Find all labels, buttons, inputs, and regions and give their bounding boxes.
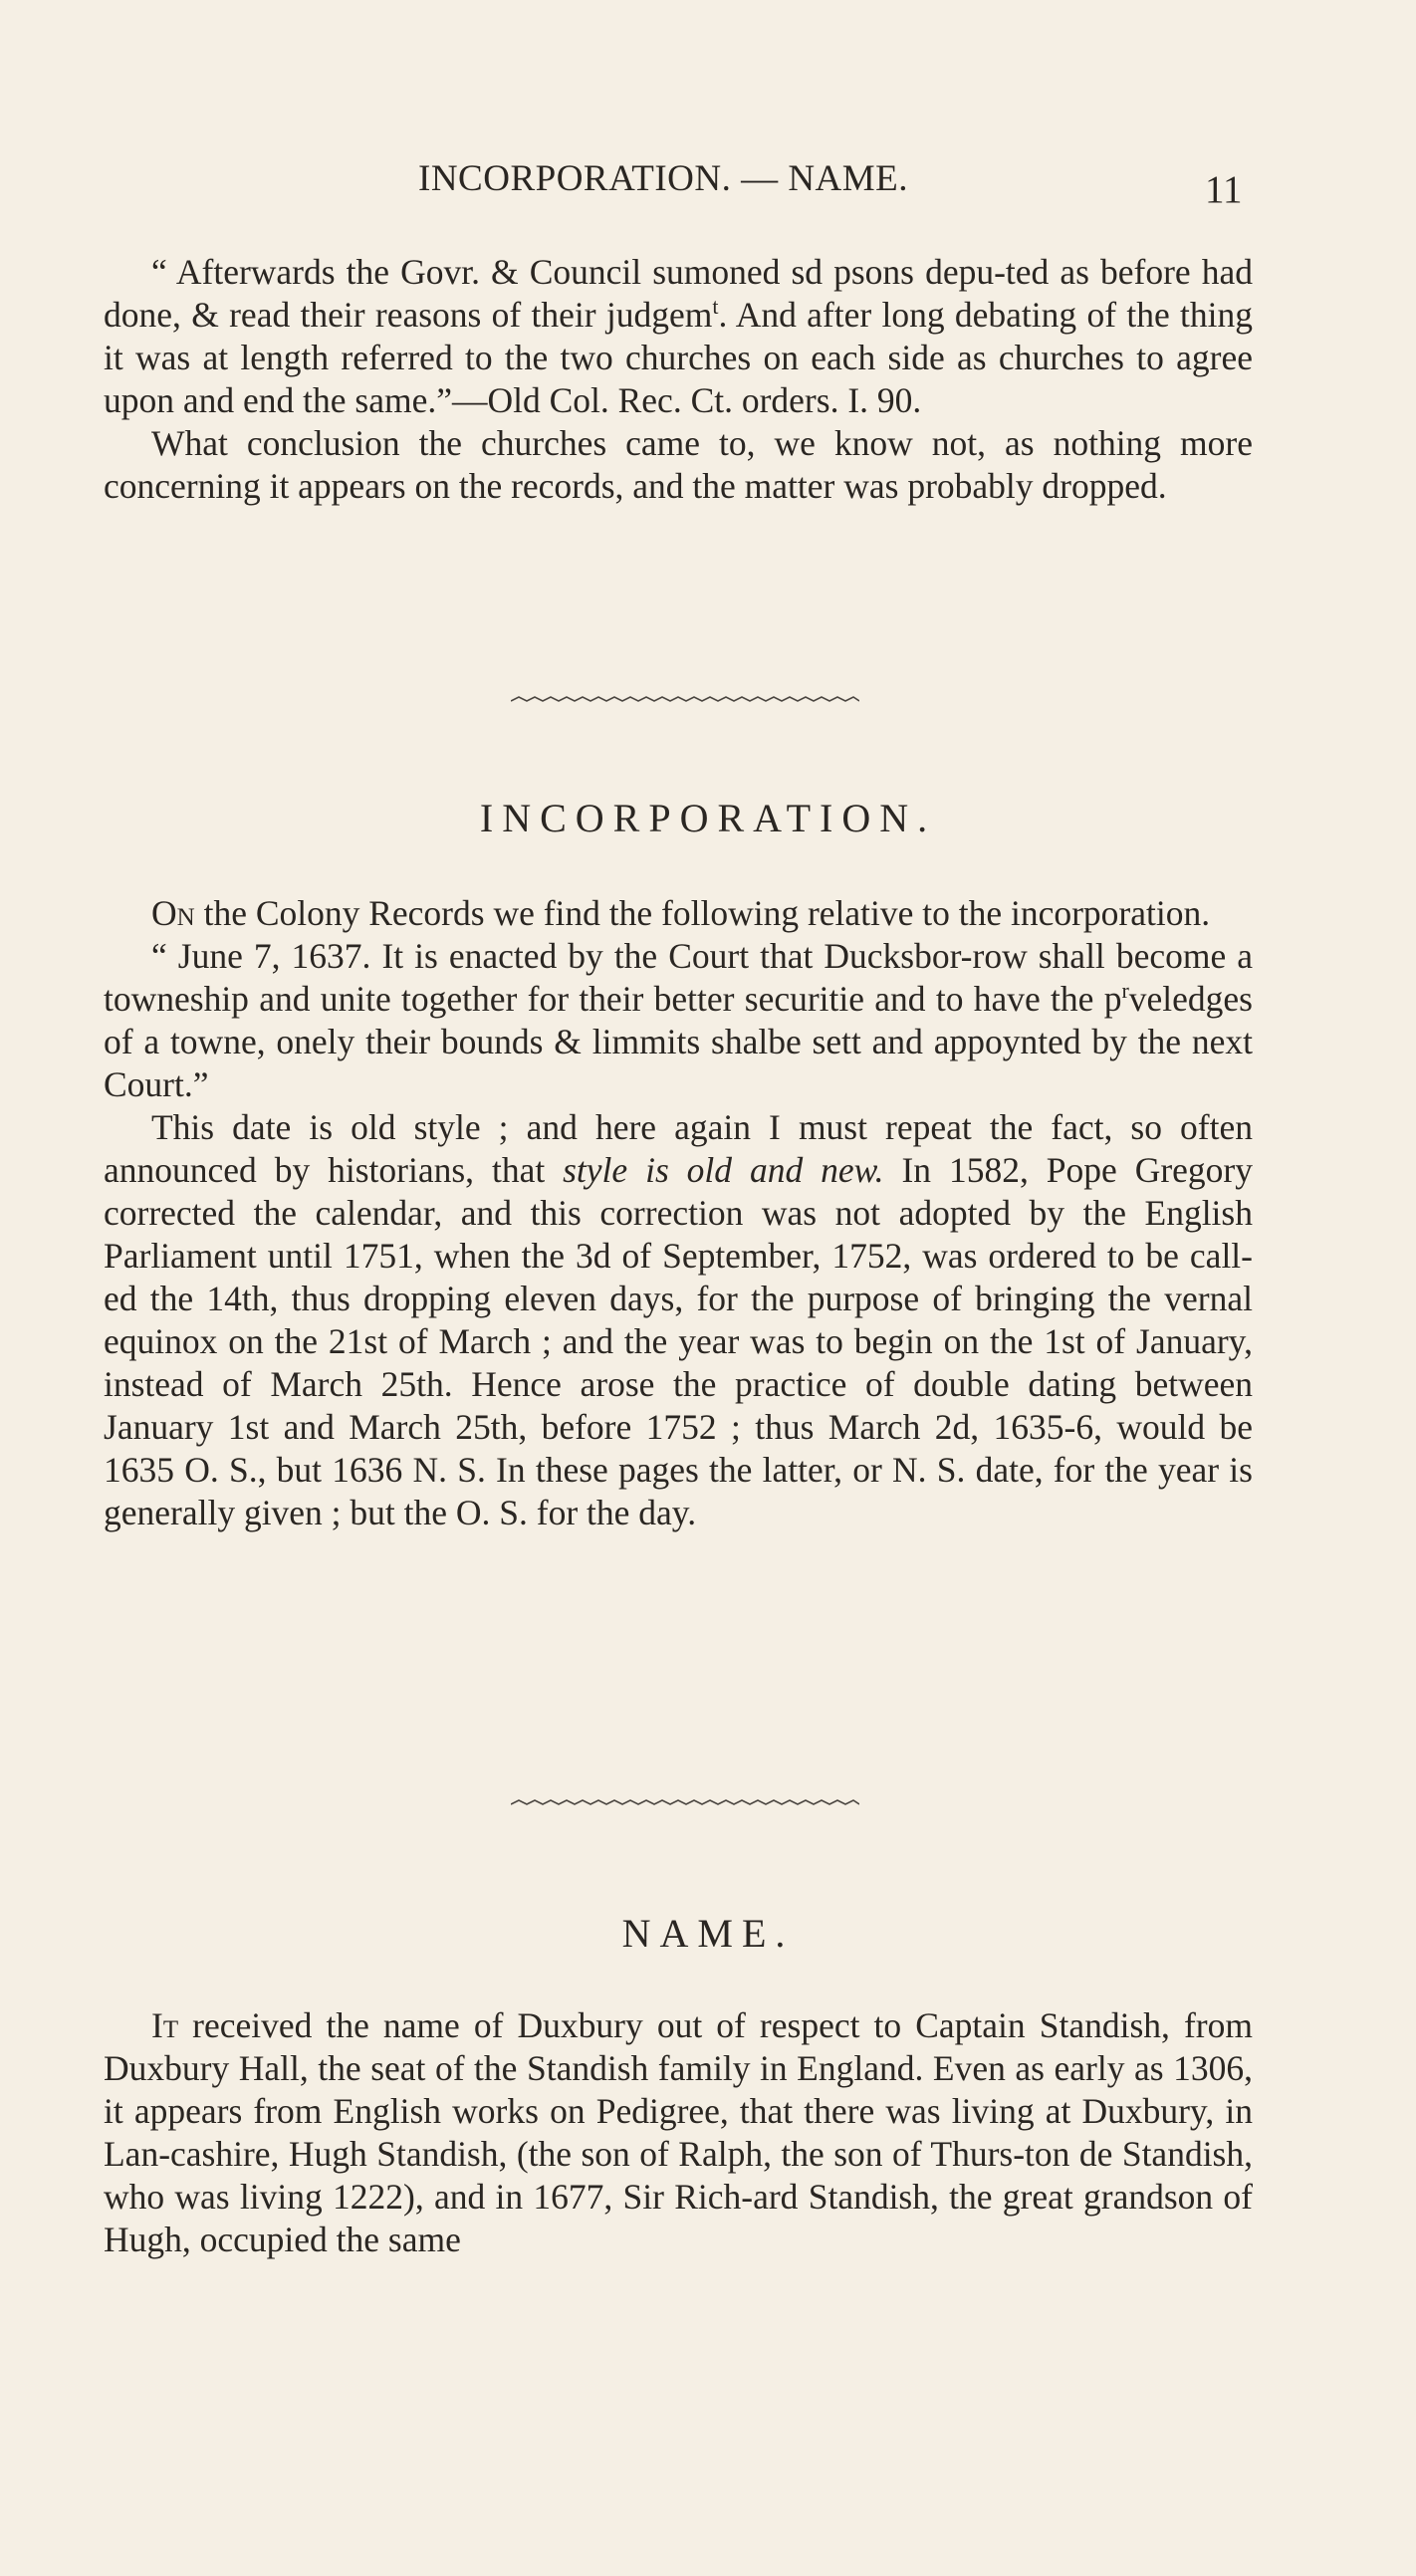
page-header bbox=[0, 157, 1416, 217]
section-divider-1 bbox=[511, 693, 859, 707]
running-head: INCORPORATION. — NAME. bbox=[418, 158, 909, 199]
page-number: 11 bbox=[1205, 168, 1243, 211]
incorporation-lead-word: On bbox=[151, 893, 195, 933]
name-text bbox=[104, 2004, 1253, 2261]
intro-quote-part-b: . And after long debating of the thing it was at length referred to the two churches on each side as churches to agree upon and end the same.”—Old Col. Rec. Ct. orders. I. 90. bbox=[104, 295, 1253, 420]
old-style-paragraph bbox=[104, 1106, 1253, 1534]
intro-quote-paragraph bbox=[104, 251, 1253, 422]
incorporation-quote-part-b: veledges of a towne, onely their bounds & limmits shalbe sett and appoynted by the next Court.” bbox=[104, 979, 1253, 1104]
intro-conclusion-paragraph: What conclusion the churches came to, we know not, as nothing more concerning it appears on the records, and the matter was probably dropped. bbox=[104, 423, 1253, 506]
incorporation-intro-rest: the Colony Records we find the following relative to the incorporation. bbox=[194, 893, 1211, 933]
name-lead-word: It bbox=[151, 2005, 179, 2045]
incorporation-intro-paragraph bbox=[104, 892, 1253, 935]
old-style-italic: style is old and new. bbox=[563, 1150, 884, 1190]
name-paragraph-rest: received the name of Duxbury out of respect to Captain Standish, from Duxbury Hall, the seat of the Standish family in England. Even as early as 1306, it appears from English works on Pedigree, that there was living at Duxbury, in Lan-cashire, Hugh Standish, (the son of Ralph, the son of Thurs-ton de Standish, who was living 1222), and in 1677, Sir Rich-ard Standish, the great grandson of Hugh, occupied the same bbox=[104, 2005, 1253, 2259]
incorporation-text bbox=[104, 892, 1253, 1534]
incorporation-quote-paragraph bbox=[104, 935, 1253, 1106]
intro-quote-part-a: “ Afterwards the Govr. & Council sumoned sd psons depu-ted as before had done, & read their reasons of their judgem bbox=[104, 252, 1253, 335]
intro-text bbox=[104, 251, 1253, 508]
incorporation-quote-superscript: r bbox=[1121, 978, 1129, 1004]
section-divider-2 bbox=[511, 1796, 859, 1810]
name-paragraph bbox=[104, 2004, 1253, 2261]
old-style-part-b: In 1582, Pope Gregory corrected the calendar, and this correction was not adopted by the English Parliament until 1751, when the 3d of September, 1752, was ordered to be call-ed the 14th, thus dropping eleven days, for the purpose of bringing the vernal equinox on the 21st of March ; and the year was to begin on the 1st of January, instead of March 25th. Hence arose the practice of double dating between January 1st and March 25th, before 1752 ; thus March 2d, 1635-6, would be 1635 O. S., but 1636 N. S. In these pages the latter, or N. S. date, for the year is generally given ; but the O. S. for the day. bbox=[104, 1150, 1253, 1532]
incorporation-heading: INCORPORATION. bbox=[479, 796, 937, 840]
name-heading: NAME. bbox=[621, 1911, 795, 1956]
intro-quote-superscript: t bbox=[712, 294, 719, 320]
old-style-part-a: This date is old style ; and here again I must repeat the fact, so often announced by historians, that bbox=[104, 1107, 1253, 1190]
incorporation-quote-part-a: “ June 7, 1637. It is enacted by the Court that Ducksbor-row shall become a towneship and unite together for their better securitie and to have the p bbox=[104, 936, 1253, 1019]
